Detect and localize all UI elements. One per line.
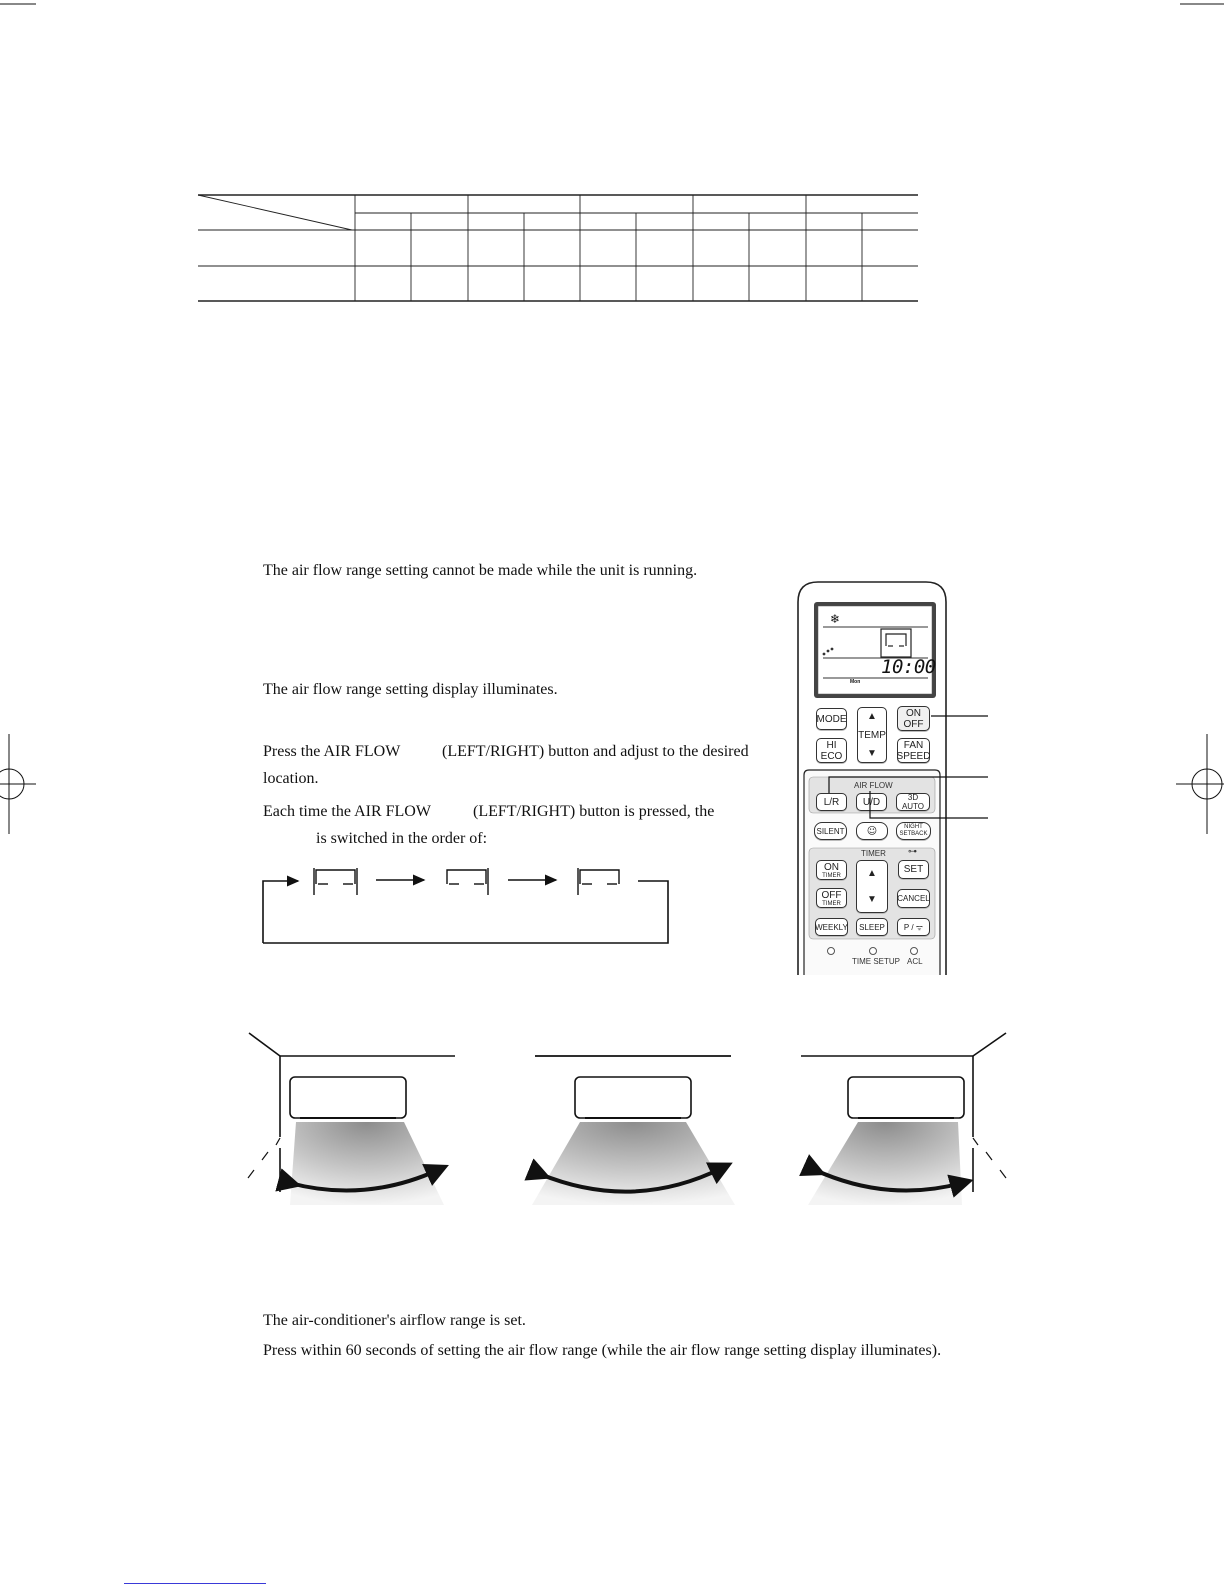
cancel-button[interactable]: CANCEL (897, 889, 930, 908)
press-airflow-text-2: location. (263, 770, 319, 787)
acl-label: ACL (907, 957, 923, 966)
set-button[interactable]: SET (898, 860, 929, 879)
right-corner-install (801, 1033, 1006, 1205)
mode-button[interactable]: MODE (816, 708, 847, 730)
running-note: The air flow range setting cannot be made while the unit is running. (263, 562, 698, 579)
range-set-note: The air-conditioner's airflow range is set. (263, 1312, 526, 1329)
order-text: is switched in the order of: (316, 830, 488, 847)
sleep-button[interactable]: SLEEP (856, 918, 888, 936)
pw-button[interactable]: P / ᯤ (897, 918, 930, 936)
ud-button[interactable]: U/D (856, 793, 887, 811)
on-off-button[interactable]: ON OFF (897, 706, 930, 731)
temp-up-icon[interactable]: ▲ (867, 711, 877, 722)
silent-button[interactable]: SILENT (814, 822, 847, 840)
display-note: The air flow range setting display illuminates. (263, 681, 558, 698)
timer-label: TIMER (861, 849, 886, 858)
on-timer-button[interactable]: ON TIMER (816, 860, 847, 880)
snowflake-icon: ❄ (830, 612, 841, 626)
sensor-icon: ☺ (866, 825, 878, 837)
each-time-text: Each time the AIR FLOW (263, 803, 431, 820)
timer-down-icon[interactable]: ▼ (867, 893, 877, 905)
timer-up-icon[interactable]: ▲ (867, 868, 877, 880)
lcd-day: Mon (850, 679, 861, 685)
off-timer-button[interactable]: OFF TIMER (816, 888, 847, 908)
airflow-range-shading (808, 1122, 962, 1205)
airflow-range-shading (290, 1122, 444, 1205)
fan-speed-button[interactable]: FAN SPEED (896, 739, 931, 762)
temp-label: TEMP (858, 729, 886, 741)
left-corner-install (248, 1033, 455, 1205)
time-setup-label: TIME SETUP (852, 957, 901, 966)
3d-auto-button[interactable]: 3D AUTO (896, 793, 930, 811)
signal-icon: ᯤ (915, 922, 924, 932)
indoor-unit (848, 1077, 964, 1118)
indoor-unit (290, 1077, 406, 1118)
hi-eco-button[interactable]: HI ECO (816, 738, 847, 763)
lr-button[interactable]: L/R (816, 793, 847, 811)
temp-down-icon[interactable]: ▼ (867, 748, 877, 759)
center-install (532, 1056, 735, 1205)
air-flow-label: AIR FLOW (854, 781, 893, 790)
weekly-button[interactable]: WEEKLY (815, 918, 848, 936)
indoor-unit (575, 1077, 691, 1118)
lcd-time: 10:00 (881, 656, 936, 678)
child-lock-icon: ⊶ (908, 847, 917, 857)
night-setback-button[interactable]: NIGHT SETBACK (896, 822, 931, 840)
press-within-note: Press within 60 seconds of setting the air flow range (while the air flow range setting display illuminates). (263, 1342, 942, 1359)
press-airflow-text-end: (LEFT/RIGHT) button and adjust to the desired (442, 743, 749, 760)
press-airflow-text: Press the AIR FLOW (263, 743, 401, 760)
each-time-text-end: (LEFT/RIGHT) button is pressed, the (473, 803, 715, 820)
